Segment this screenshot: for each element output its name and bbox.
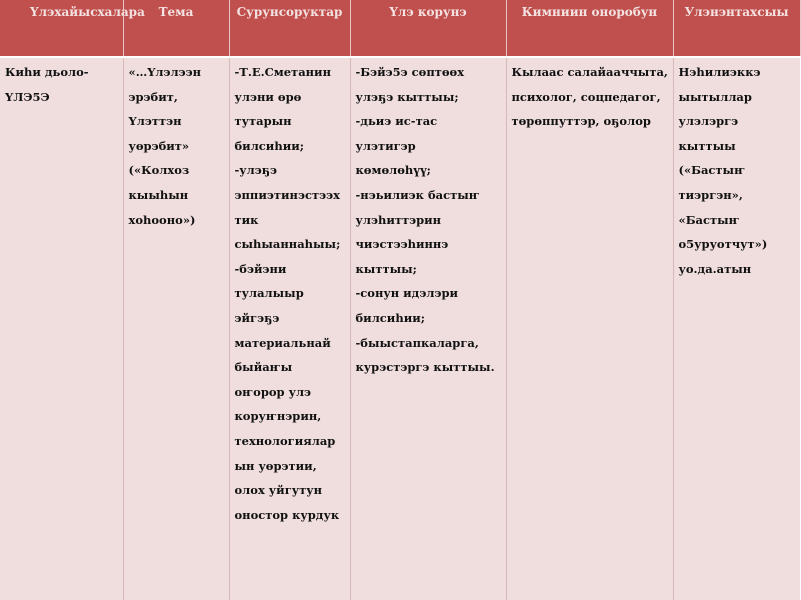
text-line: сыhыаннаhыы;	[234, 237, 341, 252]
text-line: психолог, соцпедагог,	[511, 89, 661, 104]
text-line: билсиhии;	[355, 310, 426, 325]
text-line: материальнай	[234, 335, 331, 350]
text-line: о5уруотчут»)	[678, 237, 768, 252]
table-row	[0, 57, 800, 600]
header-work-area	[0, 0, 145, 57]
text-line: Үлэ корунэ	[389, 5, 467, 19]
text-line: кыыhын	[128, 187, 189, 202]
text-line: улэлэргэ	[678, 114, 739, 129]
text-line: кыттыы	[678, 138, 736, 153]
text-line: эйгэҕэ	[234, 310, 280, 325]
text-line: улэҕэ кыттыы;	[355, 89, 459, 104]
text-line: улэтигэр	[355, 138, 416, 153]
text-line: -дьиэ ис-тас	[355, 114, 438, 129]
text-line: тутарын	[234, 114, 292, 129]
text-line: ын уөрэтии,	[234, 458, 317, 473]
text-line: оҥорор улэ	[234, 384, 312, 399]
text-line: Улэнэн	[684, 5, 735, 19]
text-line: Сурун	[236, 5, 279, 19]
text-line: Үлэттэн	[128, 114, 182, 129]
header-row	[0, 0, 800, 57]
text-line: («Бастыҥ	[678, 163, 746, 178]
text-line: -сонун идэлэри	[355, 286, 459, 301]
text-line: оностор курдук	[234, 507, 340, 522]
text-line: Кимниин оноробун	[521, 5, 658, 19]
text-line: быйаҥы	[234, 360, 293, 375]
text-line: -Бэйэ5э сөптөөх	[355, 65, 465, 79]
text-line: -бэйэни	[234, 261, 287, 276]
text-line: тиэргэн»,	[678, 187, 743, 202]
text-line: тик	[234, 212, 259, 227]
text-line: «Бастыҥ	[678, 212, 740, 227]
text-line: төрөппуттэр, оҕолор	[511, 114, 651, 129]
text-line: курэстэргэ кыттыы.	[355, 360, 495, 375]
cell-result	[673, 57, 800, 600]
text-line: -улэҕэ	[234, 163, 277, 178]
text-line: технологиялар	[234, 433, 336, 448]
text-line: хайысхалара	[54, 5, 145, 19]
header-participants	[506, 0, 673, 57]
text-line: -быыстапкаларга,	[355, 335, 479, 350]
text-line: Киhи дьоло-	[5, 65, 89, 79]
text-line: хоhооно»)	[128, 212, 196, 227]
text-line: Кылаас салайааччыта,	[511, 65, 668, 79]
text-line: улэhиттэрин	[355, 212, 442, 227]
header-course	[350, 0, 506, 57]
text-line: -нэьилиэк бастыҥ	[355, 187, 480, 202]
text-line: кыттыы;	[355, 261, 417, 276]
text-line: Тема	[158, 5, 194, 19]
text-line: ыытыллар	[678, 89, 752, 104]
cell-topic	[123, 57, 229, 600]
text-line: соруктар	[278, 5, 343, 19]
text-line: тахсыы	[734, 5, 789, 19]
text-line: -Т.Е.Сметанин	[234, 65, 332, 79]
text-line: көмөлөhүү;	[355, 163, 431, 178]
text-line: улэни өрө	[234, 89, 302, 104]
header-tasks	[229, 0, 350, 57]
text-line: эрэбит,	[128, 89, 178, 104]
text-line: эппиэтинэстээх	[234, 187, 340, 202]
cell-tasks	[229, 57, 350, 600]
header-result	[673, 0, 800, 57]
text-line: «…Үлэлээн	[128, 65, 202, 79]
text-line: билсиhии;	[234, 138, 305, 153]
text-line: Үлэ	[30, 5, 55, 19]
cell-work-area	[0, 57, 123, 600]
text-line: олох уйгутун	[234, 483, 323, 498]
text-line: коруҥнэрин,	[234, 409, 322, 424]
text-line: ҮЛЭ5Э	[5, 89, 50, 104]
text-line: чиэстээhиннэ	[355, 237, 449, 252]
text-line: Нэhилиэккэ	[678, 65, 761, 79]
text-line: уөрэбит»	[128, 138, 190, 153]
cell-participants	[506, 57, 673, 600]
cell-course	[350, 57, 506, 600]
text-line: уо.да.атын	[678, 261, 752, 276]
text-line: («Колхоз	[128, 163, 190, 178]
text-line: тулалыыр	[234, 286, 304, 301]
